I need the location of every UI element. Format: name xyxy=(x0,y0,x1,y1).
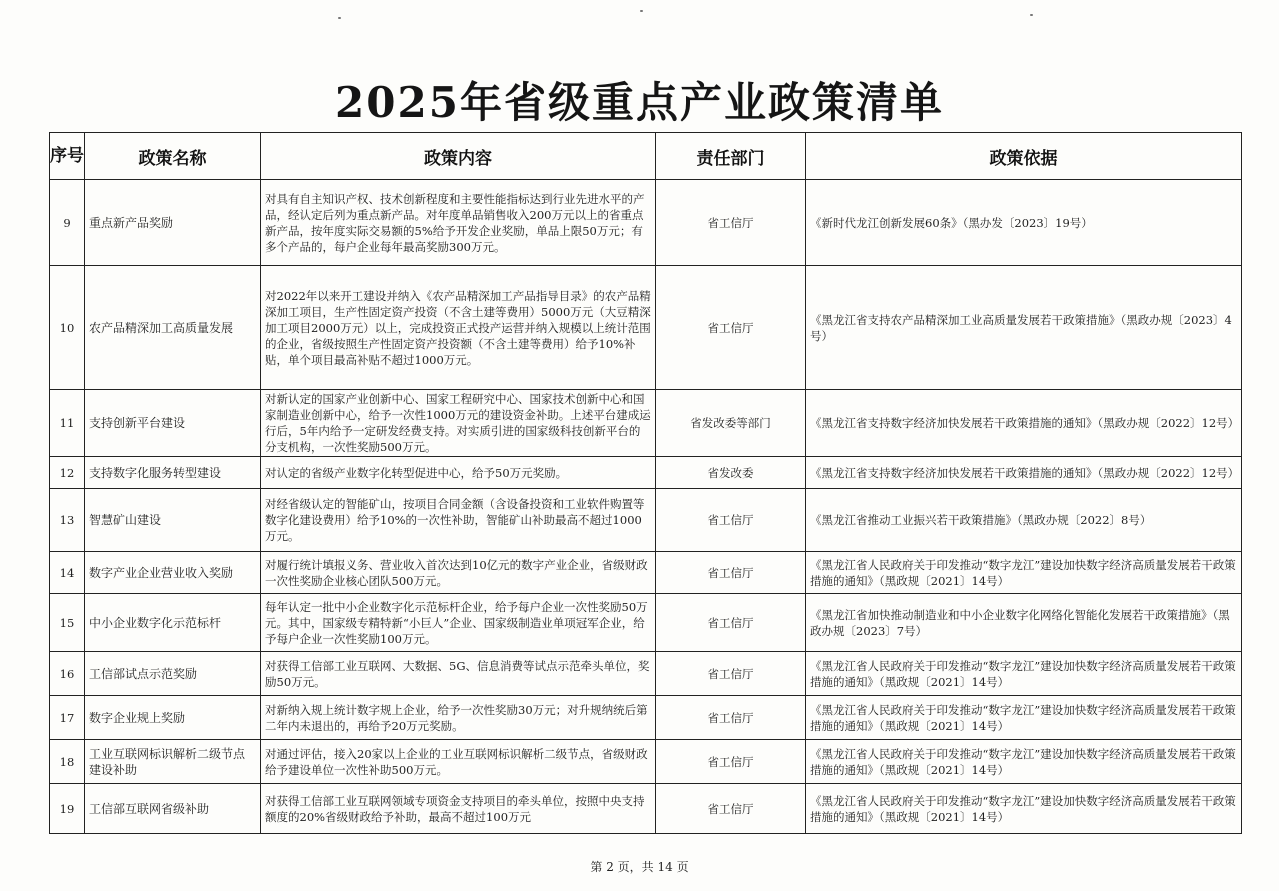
header-content: 政策内容 xyxy=(261,133,656,180)
table-row xyxy=(50,390,1242,457)
row-seq: 13 xyxy=(50,489,85,552)
page-footer: 第 2 页，共 14 页 xyxy=(590,860,689,874)
row-seq: 10 xyxy=(50,266,85,390)
row-seq: 9 xyxy=(50,180,85,266)
table-row xyxy=(50,180,1242,266)
header-basis: 政策依据 xyxy=(806,133,1242,180)
row-policy-content: 对新认定的国家产业创新中心、国家工程研究中心、国家技术创新中心和国家制造业创新中心，给予一次性1000万元的建设资金补助。上述平台建成运行后，5年内给予一定研发经费支持。对实质引进的国家级科技创新平台的分支机构，一次性奖励500万元。 xyxy=(261,390,656,457)
row-policy-name: 支持创新平台建设 xyxy=(85,390,261,457)
row-policy-content: 对具有自主知识产权、技术创新程度和主要性能指标达到行业先进水平的产品，经认定后列为重点新产品。对年度单品销售收入200万元以上的省重点新产品，按年度实际交易额的5%给予开发企业奖励，单品上限50万元；有多个产品的，每户企业每年最高奖励300万元。 xyxy=(261,180,656,266)
row-policy-name: 支持数字化服务转型建设 xyxy=(85,457,261,489)
row-policy-name: 工信部试点示范奖励 xyxy=(85,652,261,696)
row-policy-name: 重点新产品奖励 xyxy=(85,180,261,266)
header-dept: 责任部门 xyxy=(656,133,806,180)
row-policy-content: 每年认定一批中小企业数字化示范标杆企业，给予每户企业一次性奖励50万元。其中，国家级专精特新“小巨人”企业、国家级制造业单项冠军企业，给予每户企业一次性奖励100万元。 xyxy=(261,594,656,652)
row-department: 省工信厅 xyxy=(656,594,806,652)
table-header xyxy=(50,133,1242,180)
table-row xyxy=(50,489,1242,552)
table-body xyxy=(50,180,1242,834)
row-department: 省工信厅 xyxy=(656,696,806,740)
row-seq: 14 xyxy=(50,552,85,594)
row-department: 省发改委 xyxy=(656,457,806,489)
header-seq: 序号 xyxy=(50,133,85,180)
page-title: 2025年省级重点产业政策清单 xyxy=(335,78,944,127)
row-department: 省工信厅 xyxy=(656,740,806,784)
row-policy-basis: 《黑龙江省人民政府关于印发推动“数字龙江”建设加快数字经济高质量发展若干政策措施的通知》（黑政规〔2021〕14号） xyxy=(806,652,1242,696)
row-policy-name: 农产品精深加工高质量发展 xyxy=(85,266,261,390)
table-row xyxy=(50,457,1242,489)
row-department: 省工信厅 xyxy=(656,552,806,594)
row-department: 省工信厅 xyxy=(656,784,806,834)
row-policy-content: 对获得工信部工业互联网领域专项资金支持项目的牵头单位，按照中央支持额度的20%省级财政给予补助，最高不超过100万元 xyxy=(261,784,656,834)
scan-speck xyxy=(1030,14,1033,16)
policy-table xyxy=(49,132,1242,834)
row-department: 省工信厅 xyxy=(656,652,806,696)
row-policy-basis: 《黑龙江省人民政府关于印发推动“数字龙江”建设加快数字经济高质量发展若干政策措施的通知》（黑政规〔2021〕14号） xyxy=(806,696,1242,740)
row-department: 省工信厅 xyxy=(656,180,806,266)
row-policy-name: 工业互联网标识解析二级节点建设补助 xyxy=(85,740,261,784)
row-policy-basis: 《新时代龙江创新发展60条》（黑办发〔2023〕19号） xyxy=(806,180,1242,266)
row-department: 省工信厅 xyxy=(656,489,806,552)
row-seq: 16 xyxy=(50,652,85,696)
row-policy-content: 对获得工信部工业互联网、大数据、5G、信息消费等试点示范牵头单位，奖励50万元。 xyxy=(261,652,656,696)
row-policy-name: 工信部互联网省级补助 xyxy=(85,784,261,834)
table-row xyxy=(50,784,1242,834)
table-row xyxy=(50,552,1242,594)
table-row xyxy=(50,652,1242,696)
row-policy-name: 中小企业数字化示范标杆 xyxy=(85,594,261,652)
row-policy-content: 对新纳入规上统计数字规上企业，给予一次性奖励30万元；对升规纳统后第二年内未退出的，再给予20万元奖励。 xyxy=(261,696,656,740)
row-policy-content: 对认定的省级产业数字化转型促进中心，给予50万元奖励。 xyxy=(261,457,656,489)
table-row xyxy=(50,740,1242,784)
scan-speck xyxy=(640,10,643,12)
row-policy-basis: 《黑龙江省推动工业振兴若干政策措施》（黑政办规〔2022〕8号） xyxy=(806,489,1242,552)
row-policy-basis: 《黑龙江省支持数字经济加快发展若干政策措施的通知》（黑政办规〔2022〕12号） xyxy=(806,390,1242,457)
table-row xyxy=(50,696,1242,740)
row-policy-content: 对2022年以来开工建设并纳入《农产品精深加工产品指导目录》的农产品精深加工项目，生产性固定资产投资（不含土建等费用）5000万元（大豆精深加工项目2000万元）以上，完成投资正式投产运营并纳入规模以上统计范围的企业，省级按照生产性固定资产投资额（不含土建等费用）给予10%补贴，单个项目最高补贴不超过1000万元。 xyxy=(261,266,656,390)
row-policy-basis: 《黑龙江省人民政府关于印发推动“数字龙江”建设加快数字经济高质量发展若干政策措施的通知》（黑政规〔2021〕14号） xyxy=(806,740,1242,784)
row-seq: 12 xyxy=(50,457,85,489)
row-policy-basis: 《黑龙江省加快推动制造业和中小企业数字化网络化智能化发展若干政策措施》（黑政办规〔2023〕7号） xyxy=(806,594,1242,652)
row-department: 省发改委等部门 xyxy=(656,390,806,457)
table-row xyxy=(50,594,1242,652)
row-seq: 18 xyxy=(50,740,85,784)
row-seq: 15 xyxy=(50,594,85,652)
header-row xyxy=(50,133,1242,180)
row-policy-content: 对经省级认定的智能矿山，按项目合同金额（含设备投资和工业软件购置等数字化建设费用）给予10%的一次性补助，智能矿山补助最高不超过1000万元。 xyxy=(261,489,656,552)
row-seq: 11 xyxy=(50,390,85,457)
table-row xyxy=(50,266,1242,390)
row-policy-name: 数字企业规上奖励 xyxy=(85,696,261,740)
row-policy-basis: 《黑龙江省人民政府关于印发推动“数字龙江”建设加快数字经济高质量发展若干政策措施的通知》（黑政规〔2021〕14号） xyxy=(806,784,1242,834)
row-policy-basis: 《黑龙江省支持数字经济加快发展若干政策措施的通知》（黑政办规〔2022〕12号） xyxy=(806,457,1242,489)
row-policy-name: 数字产业企业营业收入奖励 xyxy=(85,552,261,594)
row-department: 省工信厅 xyxy=(656,266,806,390)
scan-speck xyxy=(338,17,341,19)
row-policy-content: 对履行统计填报义务、营业收入首次达到10亿元的数字产业企业，省级财政一次性奖励企业核心团队500万元。 xyxy=(261,552,656,594)
row-policy-content: 对通过评估，接入20家以上企业的工业互联网标识解析二级节点，省级财政给予建设单位一次性补助500万元。 xyxy=(261,740,656,784)
row-seq: 19 xyxy=(50,784,85,834)
row-policy-basis: 《黑龙江省支持农产品精深加工业高质量发展若干政策措施》（黑政办规〔2023〕4号） xyxy=(806,266,1242,390)
row-policy-name: 智慧矿山建设 xyxy=(85,489,261,552)
header-name: 政策名称 xyxy=(85,133,261,180)
row-policy-basis: 《黑龙江省人民政府关于印发推动“数字龙江”建设加快数字经济高质量发展若干政策措施的通知》（黑政规〔2021〕14号） xyxy=(806,552,1242,594)
row-seq: 17 xyxy=(50,696,85,740)
